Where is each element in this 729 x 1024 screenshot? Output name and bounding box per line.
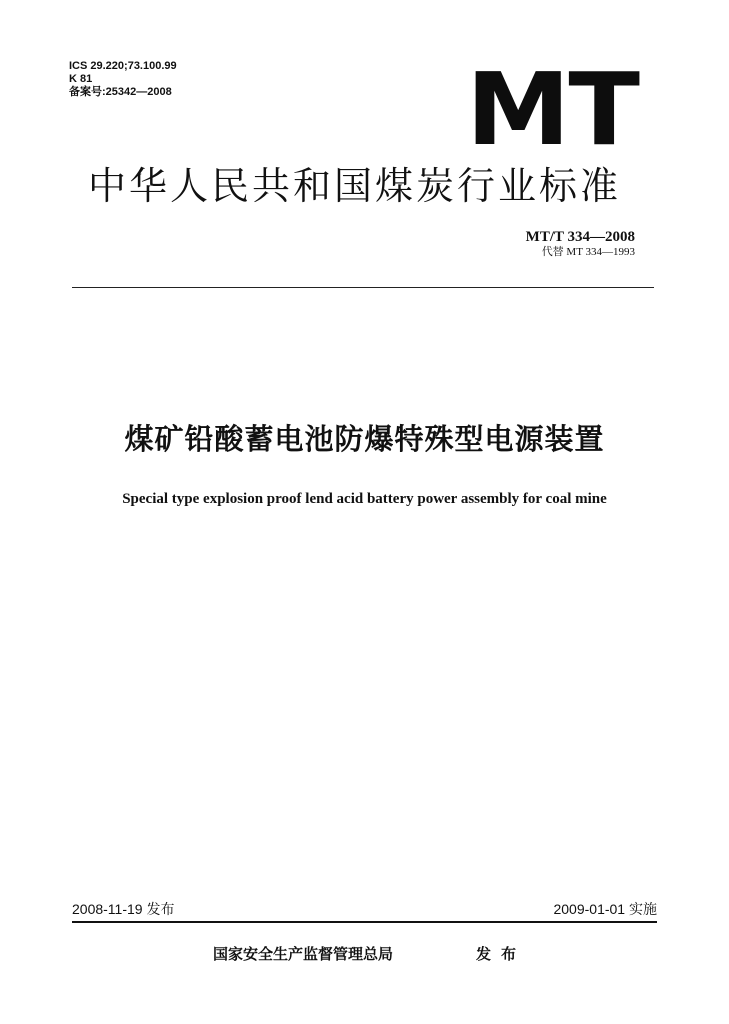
classification-block xyxy=(69,60,177,99)
publish-date: 2008-11-19 发布 xyxy=(72,901,175,917)
standard-number-block xyxy=(526,229,635,259)
bottom-divider xyxy=(72,921,657,923)
effective-date: 2009-01-01 实施 xyxy=(553,901,657,917)
ics-code: ICS 29.220;73.100.99 xyxy=(69,60,177,72)
filing-number: 备案号:25342—2008 xyxy=(69,86,172,98)
mt-logo: MT xyxy=(466,51,638,168)
category-code: K 81 xyxy=(69,73,93,85)
document-title-en: Special type explosion proof lend acid battery power assembly for coal mine xyxy=(122,491,607,507)
main-title: 中华人民共和国煤炭行业标准 xyxy=(88,164,622,208)
standard-number: MT/T 334—2008 xyxy=(525,229,635,245)
document-title-cn: 煤矿铅酸蓄电池防爆特殊型电源装置 xyxy=(124,422,605,456)
date-row xyxy=(72,900,657,920)
top-divider xyxy=(72,287,654,288)
issuing-authority: 国家安全生产监督管理总局 xyxy=(213,945,394,963)
replaces-standard: 代替 MT 334—1993 xyxy=(541,246,635,258)
issuer-action: 发布 xyxy=(476,945,527,963)
